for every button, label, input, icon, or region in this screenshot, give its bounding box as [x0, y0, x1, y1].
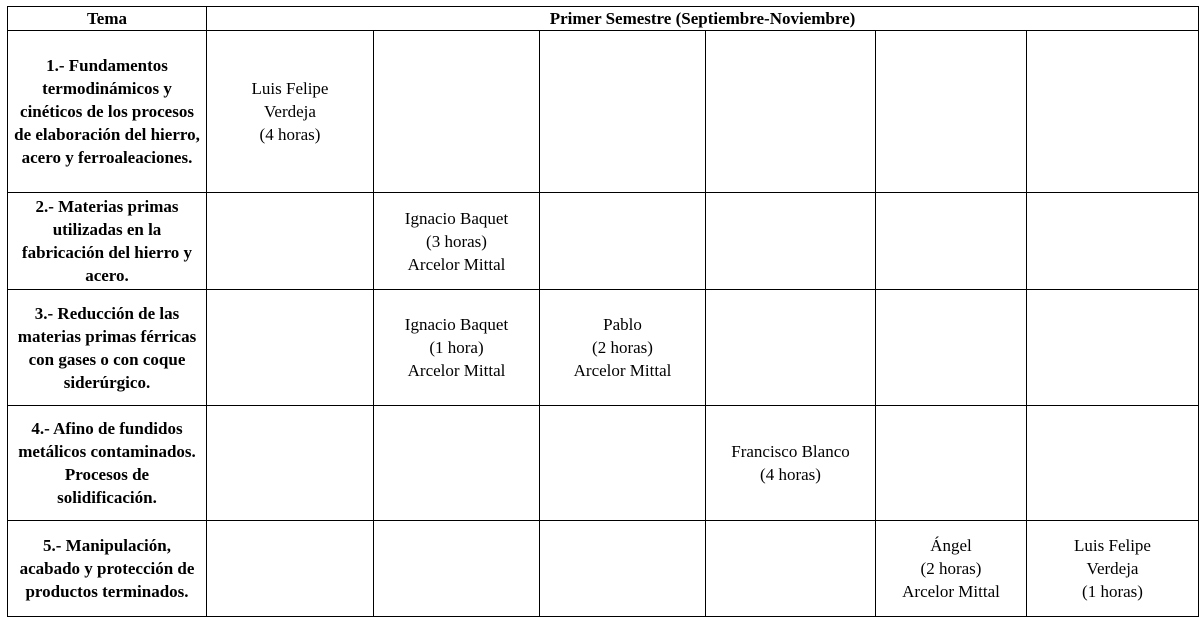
schedule-cell — [876, 31, 1027, 193]
schedule-cell — [207, 406, 374, 521]
topic-cell: 3.- Reducción de las materias primas férricas con gases o con coque siderúrgico. — [8, 290, 207, 406]
schedule-cell: Ignacio Baquet (3 horas) Arcelor Mittal — [374, 193, 540, 290]
schedule-cell — [1027, 290, 1199, 406]
schedule-cell: Ángel (2 horas) Arcelor Mittal — [876, 521, 1027, 617]
schedule-cell — [540, 31, 706, 193]
table-row — [8, 193, 1199, 290]
table-row — [8, 290, 1199, 406]
topic-column-header: Tema — [8, 7, 207, 31]
schedule-cell — [540, 193, 706, 290]
schedule-cell — [876, 193, 1027, 290]
topic-cell: 5.- Manipulación, acabado y protección de productos terminados. — [8, 521, 207, 617]
schedule-cell — [706, 193, 876, 290]
schedule-cell — [876, 406, 1027, 521]
table-row — [8, 521, 1199, 617]
schedule-cell — [706, 290, 876, 406]
header-row — [8, 7, 1199, 31]
schedule-cell — [207, 193, 374, 290]
schedule-cell — [207, 290, 374, 406]
schedule-cell — [1027, 406, 1199, 521]
topic-cell: 2.- Materias primas utilizadas en la fabricación del hierro y acero. — [8, 193, 207, 290]
schedule-cell — [207, 521, 374, 617]
schedule-cell — [876, 290, 1027, 406]
schedule-cell — [540, 406, 706, 521]
schedule-cell: Francisco Blanco (4 horas) — [706, 406, 876, 521]
schedule-cell — [374, 406, 540, 521]
schedule-cell — [540, 521, 706, 617]
schedule-cell: Ignacio Baquet (1 hora) Arcelor Mittal — [374, 290, 540, 406]
table-row — [8, 406, 1199, 521]
topic-cell: 4.- Afino de fundidos metálicos contaminados. Procesos de solidificación. — [8, 406, 207, 521]
schedule-cell — [706, 521, 876, 617]
schedule-cell: Luis Felipe Verdeja (4 horas) — [207, 31, 374, 193]
schedule-cell: Pablo (2 horas) Arcelor Mittal — [540, 290, 706, 406]
schedule-cell — [374, 31, 540, 193]
topic-cell: 1.- Fundamentos termodinámicos y cinéticos de los procesos de elaboración del hierro, acero y ferroaleaciones. — [8, 31, 207, 193]
schedule-cell: Luis Felipe Verdeja (1 horas) — [1027, 521, 1199, 617]
schedule-cell — [706, 31, 876, 193]
schedule-cell — [1027, 193, 1199, 290]
schedule-cell — [374, 521, 540, 617]
schedule-cell — [1027, 31, 1199, 193]
semester-header: Primer Semestre (Septiembre-Noviembre) — [207, 7, 1199, 31]
schedule-table — [7, 6, 1199, 617]
table-row — [8, 31, 1199, 193]
